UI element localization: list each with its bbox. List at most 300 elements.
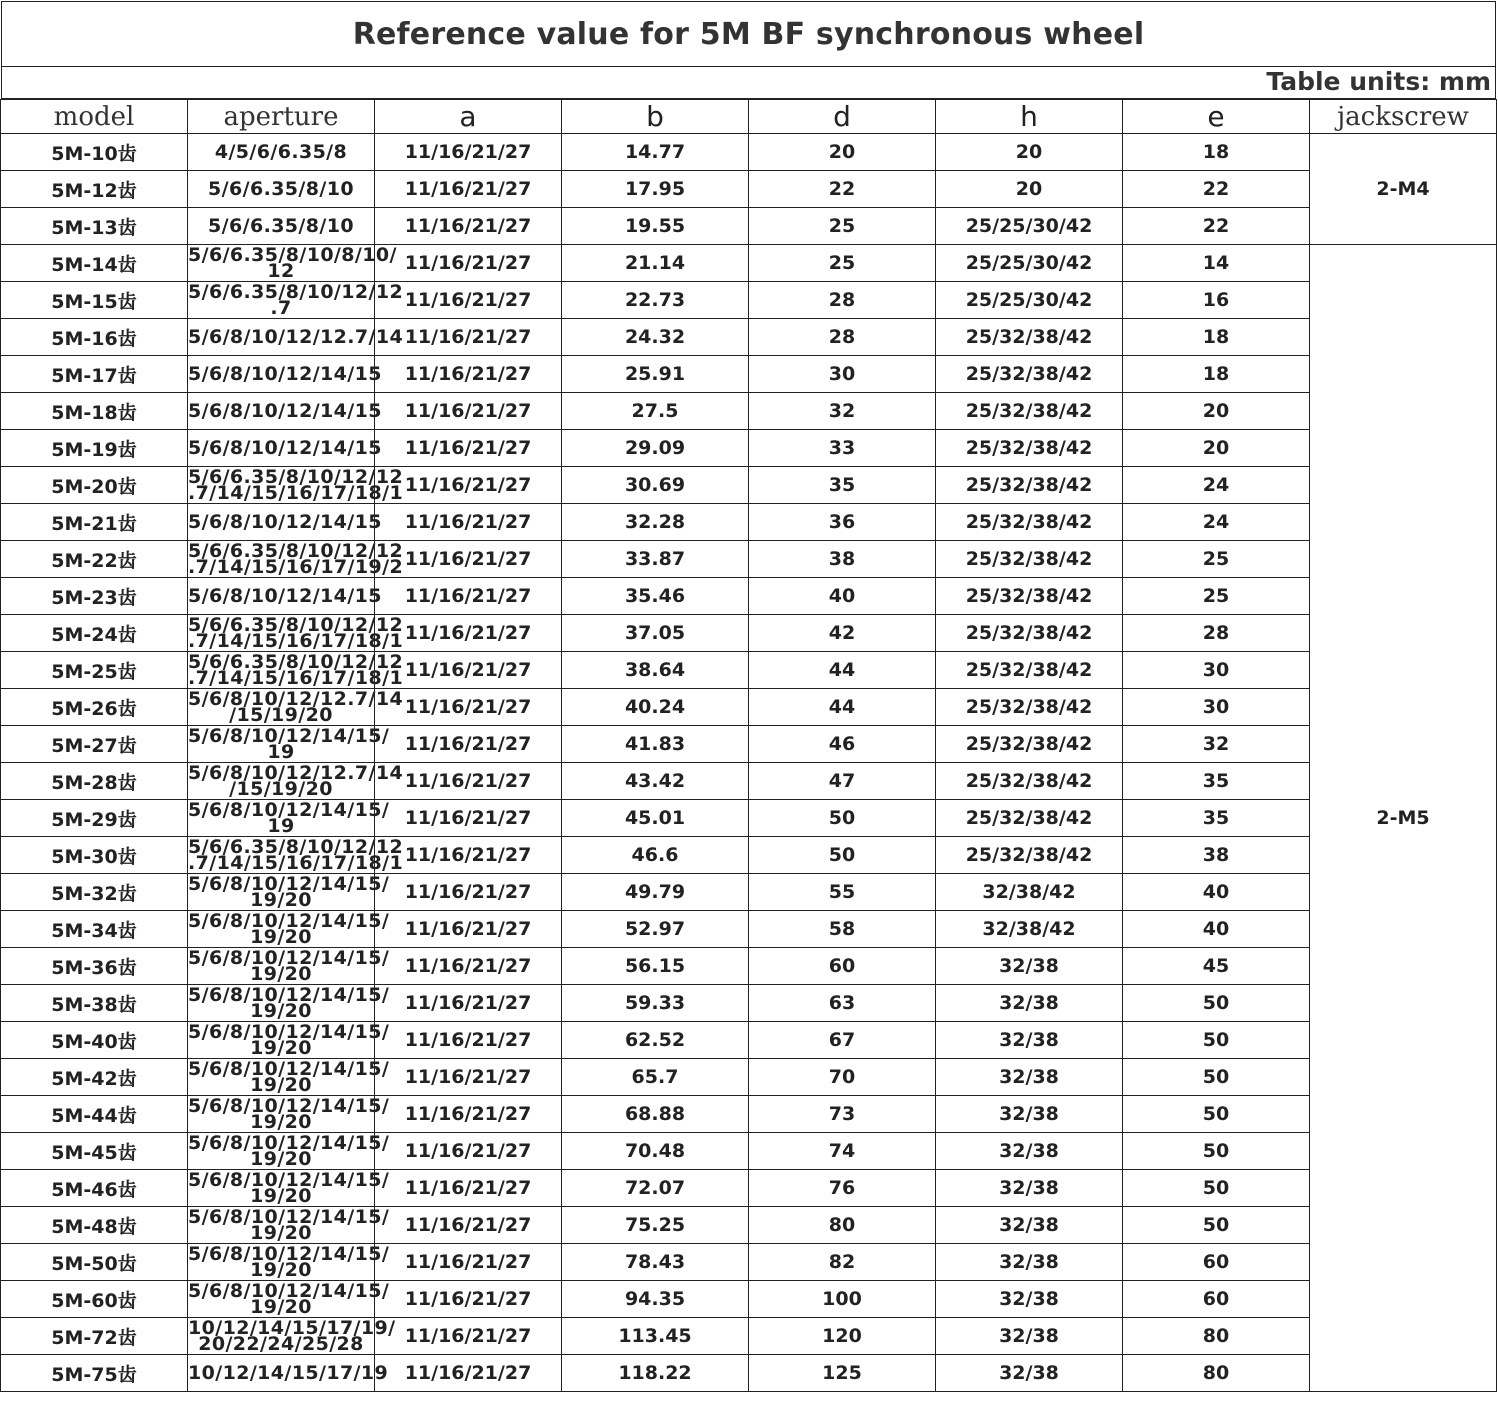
cell-e[interactable]: 16 xyxy=(1123,282,1310,319)
cell-b[interactable]: 45.01 xyxy=(562,800,749,837)
cell-h[interactable]: 25/32/38/42 xyxy=(936,319,1123,356)
cell-aperture[interactable] xyxy=(188,134,375,171)
cell-aperture[interactable] xyxy=(188,910,390,948)
cell-b[interactable]: 49.79 xyxy=(562,874,749,911)
cell-model[interactable]: 5M-17齿 xyxy=(1,356,188,393)
cell-model[interactable]: 5M-44齿 xyxy=(1,1096,188,1133)
cell-e[interactable]: 18 xyxy=(1123,134,1310,171)
cell-b[interactable]: 27.5 xyxy=(562,393,749,430)
aperture-line: 19/20 xyxy=(250,1259,312,1281)
cell-a[interactable]: 11/16/21/27 xyxy=(375,1244,562,1281)
aperture-line: 5/6/8/10/12/14/15/ xyxy=(188,1169,390,1191)
cell-model[interactable]: 5M-29齿 xyxy=(1,800,188,837)
cell-a[interactable]: 11/16/21/27 xyxy=(375,393,562,430)
aperture-line: 20/22/24/25/28 xyxy=(198,1333,364,1355)
cell-model[interactable]: 5M-20齿 xyxy=(1,467,188,504)
cell-b[interactable]: 62.52 xyxy=(562,1022,749,1059)
cell-b[interactable]: 37.05 xyxy=(562,615,749,652)
cell-a[interactable]: 11/16/21/27 xyxy=(375,245,562,282)
cell-a[interactable]: 11/16/21/27 xyxy=(375,948,562,985)
cell-a[interactable]: 11/16/21/27 xyxy=(375,1318,562,1355)
cell-h[interactable]: 32/38 xyxy=(936,1133,1123,1170)
cell-aperture[interactable] xyxy=(188,1243,390,1281)
cell-h[interactable]: 32/38 xyxy=(936,1318,1123,1355)
cell-a[interactable]: 11/16/21/27 xyxy=(375,134,562,171)
cell-model[interactable]: 5M-42齿 xyxy=(1,1059,188,1096)
cell-aperture[interactable] xyxy=(188,319,404,356)
cell-d[interactable]: 60 xyxy=(749,948,936,985)
cell-h[interactable]: 25/32/38/42 xyxy=(936,615,1123,652)
cell-e[interactable]: 50 xyxy=(1123,1133,1310,1170)
table-row xyxy=(1,541,1497,578)
cell-e[interactable]: 32 xyxy=(1123,726,1310,763)
cell-d[interactable]: 20 xyxy=(749,134,936,171)
aperture-line: 19/20 xyxy=(250,1074,312,1096)
cell-aperture[interactable] xyxy=(188,947,390,985)
cell-b[interactable]: 25.91 xyxy=(562,356,749,393)
table-row xyxy=(1,245,1497,282)
header-h[interactable]: h xyxy=(936,100,1123,134)
header-aperture[interactable]: aperture xyxy=(188,100,375,134)
cell-h[interactable]: 32/38 xyxy=(936,1244,1123,1281)
cell-b[interactable]: 14.77 xyxy=(562,134,749,171)
cell-model[interactable]: 5M-38齿 xyxy=(1,985,188,1022)
header-b[interactable]: b xyxy=(562,100,749,134)
cell-d[interactable]: 33 xyxy=(749,430,936,467)
cell-d[interactable]: 28 xyxy=(749,282,936,319)
cell-model[interactable]: 5M-28齿 xyxy=(1,763,188,800)
cell-d[interactable]: 25 xyxy=(749,245,936,282)
cell-model[interactable]: 5M-18齿 xyxy=(1,393,188,430)
cell-aperture[interactable] xyxy=(188,171,375,208)
cell-e[interactable]: 50 xyxy=(1123,1059,1310,1096)
aperture-line: 5/6/8/10/12/14/15/ xyxy=(188,873,390,895)
cell-b[interactable]: 24.32 xyxy=(562,319,749,356)
cell-aperture[interactable] xyxy=(188,984,390,1022)
table-row xyxy=(1,208,1497,245)
cell-e[interactable]: 18 xyxy=(1123,319,1310,356)
aperture-line: 5/6/6.35/8/10/12/12 xyxy=(188,466,404,488)
cell-d[interactable]: 80 xyxy=(749,1207,936,1244)
aperture-line: 5/6/8/10/12/14/15/ xyxy=(188,984,390,1006)
header-jackscrew[interactable]: jackscrew xyxy=(1310,100,1497,134)
cell-model[interactable]: 5M-50齿 xyxy=(1,1244,188,1281)
cell-aperture[interactable] xyxy=(188,688,404,726)
cell-aperture[interactable] xyxy=(188,578,382,615)
cell-e[interactable]: 30 xyxy=(1123,652,1310,689)
cell-a[interactable]: 11/16/21/27 xyxy=(375,1355,562,1392)
cell-d[interactable]: 120 xyxy=(749,1318,936,1355)
cell-b[interactable]: 21.14 xyxy=(562,245,749,282)
units-cell[interactable] xyxy=(1,66,1496,99)
header-a[interactable]: a xyxy=(375,100,562,134)
cell-e[interactable]: 80 xyxy=(1123,1355,1310,1392)
cell-d[interactable]: 38 xyxy=(749,541,936,578)
aperture-line: 19 xyxy=(267,741,295,763)
cell-b[interactable]: 38.64 xyxy=(562,652,749,689)
aperture-line: 5/6/8/10/12/14/15/ xyxy=(188,799,390,821)
cell-e[interactable]: 28 xyxy=(1123,615,1310,652)
header-model[interactable]: model xyxy=(1,100,188,134)
cell-aperture[interactable] xyxy=(188,1317,396,1355)
cell-model[interactable]: 5M-22齿 xyxy=(1,541,188,578)
cell-model[interactable]: 5M-27齿 xyxy=(1,726,188,763)
cell-model[interactable]: 5M-32齿 xyxy=(1,874,188,911)
cell-e[interactable]: 40 xyxy=(1123,911,1310,948)
cell-b[interactable]: 33.87 xyxy=(562,541,749,578)
cell-e[interactable]: 18 xyxy=(1123,356,1310,393)
cell-h[interactable]: 32/38 xyxy=(936,948,1123,985)
cell-b[interactable]: 72.07 xyxy=(562,1170,749,1207)
table-row xyxy=(1,1022,1497,1059)
cell-aperture[interactable] xyxy=(188,244,397,282)
cell-d[interactable]: 46 xyxy=(749,726,936,763)
cell-a[interactable]: 11/16/21/27 xyxy=(375,689,562,726)
cell-model[interactable]: 5M-30齿 xyxy=(1,837,188,874)
cell-a[interactable]: 11/16/21/27 xyxy=(375,171,562,208)
cell-model[interactable]: 5M-19齿 xyxy=(1,430,188,467)
cell-aperture[interactable] xyxy=(188,1169,390,1207)
cell-aperture[interactable] xyxy=(188,356,382,393)
cell-h[interactable]: 32/38 xyxy=(936,1170,1123,1207)
cell-h[interactable]: 25/32/38/42 xyxy=(936,393,1123,430)
cell-e[interactable]: 25 xyxy=(1123,541,1310,578)
cell-aperture[interactable] xyxy=(188,725,390,763)
cell-d[interactable]: 30 xyxy=(749,356,936,393)
cell-b[interactable]: 22.73 xyxy=(562,282,749,319)
aperture-line: 5/6/6.35/8/10/12/12 xyxy=(188,651,404,673)
cell-h[interactable]: 25/32/38/42 xyxy=(936,541,1123,578)
cell-model[interactable]: 5M-36齿 xyxy=(1,948,188,985)
cell-h[interactable]: 25/32/38/42 xyxy=(936,763,1123,800)
cell-model[interactable]: 5M-24齿 xyxy=(1,615,188,652)
aperture-line: 19/20 xyxy=(250,889,312,911)
cell-h[interactable]: 20 xyxy=(936,171,1123,208)
cell-a[interactable]: 11/16/21/27 xyxy=(375,504,562,541)
cell-d[interactable]: 28 xyxy=(749,319,936,356)
cell-aperture[interactable] xyxy=(188,762,404,800)
cell-model[interactable]: 5M-23齿 xyxy=(1,578,188,615)
cell-a[interactable]: 11/16/21/27 xyxy=(375,1281,562,1318)
aperture-line: 5/6/8/10/12/14/15/ xyxy=(188,1021,390,1043)
cell-h[interactable]: 32/38/42 xyxy=(936,874,1123,911)
cell-a[interactable]: 11/16/21/27 xyxy=(375,208,562,245)
cell-a[interactable]: 11/16/21/27 xyxy=(375,1170,562,1207)
aperture-line: 5/6/6.35/8/10/12/12 xyxy=(188,281,404,303)
cell-b[interactable]: 113.45 xyxy=(562,1318,749,1355)
aperture-line: .7/14/15/16/17/18/1 xyxy=(188,482,404,504)
cell-e[interactable]: 30 xyxy=(1123,689,1310,726)
cell-model[interactable]: 5M-48齿 xyxy=(1,1207,188,1244)
cell-e[interactable]: 50 xyxy=(1123,1096,1310,1133)
table-row xyxy=(1,356,1497,393)
cell-jackscrew[interactable]: 2-M4 xyxy=(1310,134,1497,245)
cell-b[interactable]: 41.83 xyxy=(562,726,749,763)
cell-h[interactable]: 25/32/38/42 xyxy=(936,837,1123,874)
cell-h[interactable]: 25/25/30/42 xyxy=(936,245,1123,282)
cell-aperture[interactable] xyxy=(188,540,404,578)
cell-h[interactable]: 32/38 xyxy=(936,1059,1123,1096)
cell-b[interactable]: 40.24 xyxy=(562,689,749,726)
aperture-line: 5/6/8/10/12/14/15/ xyxy=(188,1132,390,1154)
cell-h[interactable]: 32/38 xyxy=(936,1207,1123,1244)
cell-aperture[interactable] xyxy=(188,836,404,874)
cell-h[interactable]: 25/32/38/42 xyxy=(936,800,1123,837)
aperture-line: 5/6/8/10/12/14/15/ xyxy=(188,1206,390,1228)
cell-d[interactable]: 35 xyxy=(749,467,936,504)
aperture-line: 19/20 xyxy=(250,963,312,985)
table-row xyxy=(1,615,1497,652)
cell-model[interactable]: 5M-21齿 xyxy=(1,504,188,541)
cell-a[interactable]: 11/16/21/27 xyxy=(375,911,562,948)
cell-b[interactable]: 118.22 xyxy=(562,1355,749,1392)
cell-h[interactable]: 25/32/38/42 xyxy=(936,356,1123,393)
cell-d[interactable]: 100 xyxy=(749,1281,936,1318)
aperture-line: 5/6/8/10/12/14/15 xyxy=(188,437,382,459)
cell-e[interactable]: 14 xyxy=(1123,245,1310,282)
cell-b[interactable]: 43.42 xyxy=(562,763,749,800)
cell-a[interactable]: 11/16/21/27 xyxy=(375,1059,562,1096)
cell-d[interactable]: 42 xyxy=(749,615,936,652)
aperture-line: 5/6/8/10/12/14/15/ xyxy=(188,1095,390,1117)
cell-h[interactable]: 32/38 xyxy=(936,1022,1123,1059)
cell-d[interactable]: 25 xyxy=(749,208,936,245)
cell-a[interactable]: 11/16/21/27 xyxy=(375,356,562,393)
cell-aperture[interactable] xyxy=(188,1280,390,1318)
table-row xyxy=(1,763,1497,800)
cell-a[interactable]: 11/16/21/27 xyxy=(375,282,562,319)
cell-b[interactable]: 19.55 xyxy=(562,208,749,245)
cell-d[interactable]: 44 xyxy=(749,652,936,689)
table-row xyxy=(1,726,1497,763)
cell-model[interactable]: 5M-75齿 xyxy=(1,1355,188,1392)
cell-h[interactable]: 25/32/38/42 xyxy=(936,504,1123,541)
cell-b[interactable]: 35.46 xyxy=(562,578,749,615)
cell-h[interactable]: 25/25/30/42 xyxy=(936,208,1123,245)
cell-e[interactable]: 22 xyxy=(1123,208,1310,245)
aperture-line: 5/6/8/10/12/14/15/ xyxy=(188,910,390,932)
cell-aperture[interactable] xyxy=(188,1132,390,1170)
cell-d[interactable]: 50 xyxy=(749,800,936,837)
cell-model[interactable]: 5M-60齿 xyxy=(1,1281,188,1318)
cell-d[interactable]: 36 xyxy=(749,504,936,541)
cell-b[interactable]: 29.09 xyxy=(562,430,749,467)
cell-a[interactable]: 11/16/21/27 xyxy=(375,1022,562,1059)
cell-e[interactable]: 20 xyxy=(1123,393,1310,430)
cell-e[interactable]: 38 xyxy=(1123,837,1310,874)
cell-e[interactable]: 22 xyxy=(1123,171,1310,208)
cell-e[interactable]: 24 xyxy=(1123,467,1310,504)
table-row xyxy=(1,874,1497,911)
header-row xyxy=(1,100,1497,134)
cell-aperture[interactable] xyxy=(188,651,404,689)
cell-b[interactable]: 17.95 xyxy=(562,171,749,208)
cell-a[interactable]: 11/16/21/27 xyxy=(375,541,562,578)
cell-aperture[interactable] xyxy=(188,208,375,245)
cell-h[interactable]: 20 xyxy=(936,134,1123,171)
cell-model[interactable]: 5M-13齿 xyxy=(1,208,188,245)
cell-aperture[interactable] xyxy=(188,281,404,319)
cell-aperture[interactable] xyxy=(188,1355,389,1392)
table-row xyxy=(1,467,1497,504)
cell-aperture[interactable] xyxy=(188,873,390,911)
table-row xyxy=(1,1207,1497,1244)
aperture-line: 5/6/8/10/12/14/15/ xyxy=(188,725,390,747)
cell-a[interactable]: 11/16/21/27 xyxy=(375,763,562,800)
cell-e[interactable]: 35 xyxy=(1123,763,1310,800)
cell-jackscrew[interactable]: 2-M5 xyxy=(1310,245,1497,1392)
cell-h[interactable]: 25/25/30/42 xyxy=(936,282,1123,319)
cell-model[interactable]: 5M-46齿 xyxy=(1,1170,188,1207)
cell-e[interactable]: 40 xyxy=(1123,874,1310,911)
cell-b[interactable]: 65.7 xyxy=(562,1059,749,1096)
cell-aperture[interactable] xyxy=(188,393,382,430)
cell-h[interactable]: 25/32/38/42 xyxy=(936,430,1123,467)
table-row xyxy=(1,911,1497,948)
cell-e[interactable]: 25 xyxy=(1123,578,1310,615)
cell-d[interactable]: 125 xyxy=(749,1355,936,1392)
cell-a[interactable]: 11/16/21/27 xyxy=(375,1096,562,1133)
cell-aperture[interactable] xyxy=(188,1058,390,1096)
cell-d[interactable]: 44 xyxy=(749,689,936,726)
cell-e[interactable]: 24 xyxy=(1123,504,1310,541)
cell-d[interactable]: 22 xyxy=(749,171,936,208)
cell-b[interactable]: 94.35 xyxy=(562,1281,749,1318)
cell-h[interactable]: 25/32/38/42 xyxy=(936,726,1123,763)
aperture-line: /15/19/20 xyxy=(229,704,333,726)
cell-aperture[interactable] xyxy=(188,1021,390,1059)
spec-table xyxy=(0,99,1497,1392)
cell-h[interactable]: 32/38/42 xyxy=(936,911,1123,948)
cell-a[interactable]: 11/16/21/27 xyxy=(375,578,562,615)
cell-e[interactable]: 50 xyxy=(1123,1022,1310,1059)
cell-a[interactable]: 11/16/21/27 xyxy=(375,1207,562,1244)
cell-b[interactable]: 59.33 xyxy=(562,985,749,1022)
cell-a[interactable]: 11/16/21/27 xyxy=(375,985,562,1022)
cell-b[interactable]: 70.48 xyxy=(562,1133,749,1170)
cell-model[interactable]: 5M-16齿 xyxy=(1,319,188,356)
cell-h[interactable]: 32/38 xyxy=(936,985,1123,1022)
aperture-line: 5/6/8/10/12/12.7/14 xyxy=(188,326,404,348)
cell-a[interactable]: 11/16/21/27 xyxy=(375,652,562,689)
cell-e[interactable]: 35 xyxy=(1123,800,1310,837)
aperture-line: .7/14/15/16/17/19/2 xyxy=(188,556,404,578)
cell-aperture[interactable] xyxy=(188,504,382,541)
cell-aperture[interactable] xyxy=(188,614,404,652)
aperture-line: 4/5/6/6.35/8 xyxy=(214,141,348,163)
cell-model[interactable]: 5M-15齿 xyxy=(1,282,188,319)
cell-d[interactable]: 63 xyxy=(749,985,936,1022)
aperture-line: 19/20 xyxy=(250,926,312,948)
cell-d[interactable]: 67 xyxy=(749,1022,936,1059)
cell-d[interactable]: 32 xyxy=(749,393,936,430)
table-row xyxy=(1,1281,1497,1318)
cell-model[interactable]: 5M-14齿 xyxy=(1,245,188,282)
cell-d[interactable]: 40 xyxy=(749,578,936,615)
cell-model[interactable]: 5M-25齿 xyxy=(1,652,188,689)
cell-model[interactable]: 5M-45齿 xyxy=(1,1133,188,1170)
cell-model[interactable]: 5M-12齿 xyxy=(1,171,188,208)
cell-aperture[interactable] xyxy=(188,430,382,467)
cell-aperture[interactable] xyxy=(188,466,404,504)
aperture-line: 5/6/8/10/12/14/15 xyxy=(188,511,382,533)
cell-e[interactable]: 60 xyxy=(1123,1244,1310,1281)
cell-d[interactable]: 58 xyxy=(749,911,936,948)
cell-e[interactable]: 50 xyxy=(1123,1170,1310,1207)
cell-e[interactable]: 50 xyxy=(1123,985,1310,1022)
cell-b[interactable]: 75.25 xyxy=(562,1207,749,1244)
aperture-line: 5/6/8/10/12/12.7/14 xyxy=(188,762,404,784)
table-row xyxy=(1,1170,1497,1207)
cell-a[interactable]: 11/16/21/27 xyxy=(375,1133,562,1170)
cell-b[interactable]: 68.88 xyxy=(562,1096,749,1133)
cell-e[interactable]: 45 xyxy=(1123,948,1310,985)
cell-d[interactable]: 50 xyxy=(749,837,936,874)
cell-h[interactable]: 25/32/38/42 xyxy=(936,689,1123,726)
cell-e[interactable]: 50 xyxy=(1123,1207,1310,1244)
cell-h[interactable]: 32/38 xyxy=(936,1281,1123,1318)
cell-model[interactable]: 5M-40齿 xyxy=(1,1022,188,1059)
cell-d[interactable]: 55 xyxy=(749,874,936,911)
aperture-line: 19/20 xyxy=(250,1296,312,1318)
cell-d[interactable]: 76 xyxy=(749,1170,936,1207)
cell-d[interactable]: 70 xyxy=(749,1059,936,1096)
cell-model[interactable]: 5M-26齿 xyxy=(1,689,188,726)
cell-e[interactable]: 60 xyxy=(1123,1281,1310,1318)
table-row xyxy=(1,800,1497,837)
cell-e[interactable]: 20 xyxy=(1123,430,1310,467)
cell-a[interactable]: 11/16/21/27 xyxy=(375,430,562,467)
aperture-line: 5/6/8/10/12/14/15/ xyxy=(188,1058,390,1080)
cell-h[interactable]: 32/38 xyxy=(936,1355,1123,1392)
cell-h[interactable]: 25/32/38/42 xyxy=(936,652,1123,689)
cell-a[interactable]: 11/16/21/27 xyxy=(375,874,562,911)
cell-b[interactable]: 30.69 xyxy=(562,467,749,504)
cell-d[interactable]: 74 xyxy=(749,1133,936,1170)
cell-a[interactable]: 11/16/21/27 xyxy=(375,726,562,763)
cell-model[interactable]: 5M-10齿 xyxy=(1,134,188,171)
cell-h[interactable]: 25/32/38/42 xyxy=(936,578,1123,615)
cell-a[interactable]: 11/16/21/27 xyxy=(375,800,562,837)
cell-a[interactable]: 11/16/21/27 xyxy=(375,467,562,504)
cell-d[interactable]: 73 xyxy=(749,1096,936,1133)
table-row xyxy=(1,652,1497,689)
cell-h[interactable]: 32/38 xyxy=(936,1096,1123,1133)
cell-d[interactable]: 82 xyxy=(749,1244,936,1281)
cell-b[interactable]: 32.28 xyxy=(562,504,749,541)
cell-a[interactable]: 11/16/21/27 xyxy=(375,319,562,356)
cell-a[interactable]: 11/16/21/27 xyxy=(375,615,562,652)
cell-b[interactable]: 46.6 xyxy=(562,837,749,874)
cell-model[interactable]: 5M-34齿 xyxy=(1,911,188,948)
cell-aperture[interactable] xyxy=(188,1095,390,1133)
cell-a[interactable]: 11/16/21/27 xyxy=(375,837,562,874)
cell-b[interactable]: 52.97 xyxy=(562,911,749,948)
header-d[interactable]: d xyxy=(749,100,936,134)
cell-e[interactable]: 80 xyxy=(1123,1318,1310,1355)
cell-d[interactable]: 47 xyxy=(749,763,936,800)
header-e[interactable]: e xyxy=(1123,100,1310,134)
cell-b[interactable]: 56.15 xyxy=(562,948,749,985)
cell-model[interactable]: 5M-72齿 xyxy=(1,1318,188,1355)
cell-h[interactable]: 25/32/38/42 xyxy=(936,467,1123,504)
aperture-line: 5/6/8/10/12/14/15/ xyxy=(188,1243,390,1265)
title-cell[interactable] xyxy=(1,1,1496,67)
cell-b[interactable]: 78.43 xyxy=(562,1244,749,1281)
cell-aperture[interactable] xyxy=(188,1206,390,1244)
table-row xyxy=(1,1096,1497,1133)
cell-aperture[interactable] xyxy=(188,799,390,837)
